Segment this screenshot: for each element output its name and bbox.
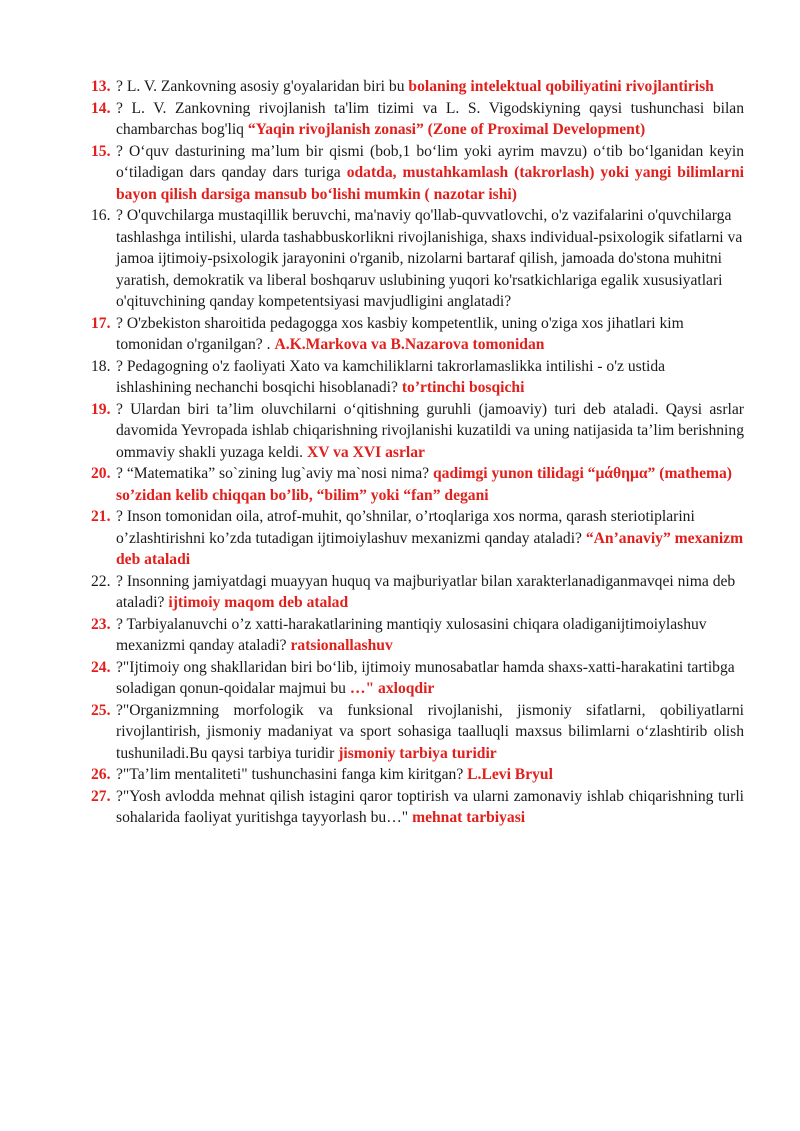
answer-text: jismoniy tarbiya turidir bbox=[338, 744, 497, 762]
question-number: 22. bbox=[91, 572, 111, 590]
question-number: 13. bbox=[91, 78, 111, 95]
question-text: ? Insonning jamiyatdagi muayyan huquq va majburiyatlar bilan xarakterlanadiganmavqei nima deb ataladi? bbox=[116, 572, 736, 611]
question-item-24 bbox=[91, 657, 744, 700]
question-text: ? Inson tomonidan oila, atrof-muhit, qo’shnilar, o’rtoqlariga xos norma, qarash steriotiplarini o’zlashtirishni ko’zda tutadigan ijtimoiylashuv mexanizmi qanday ataladi? bbox=[116, 508, 695, 547]
question-text: ? Ulardan biri ta’lim oluvchilarni o‘qitishning guruhli (jamoaviy) turi deb ataladi. Qaysi asrlar davomida Yevropada ishlab chiqarishning rivojlanishi kuzatildi va uning natijasida ta’lim berishning ommaviy shakli yuzaga keldi. bbox=[116, 400, 744, 461]
question-text: ? O'zbekiston sharoitida pedagogga xos kasbiy kompetentlik, uning o'ziga xos jihatlari kim tomonidan o'rganilgan? . bbox=[116, 314, 684, 353]
question-text: ? L. V. Zankovning rivojlanish ta'lim tizimi va L. S. Vigodskiyning qaysi tushunchasi bilan chambarchas bog'liq bbox=[116, 99, 744, 138]
answer-text: bolaning intelektual qobiliyatini rivojlantirish bbox=[408, 78, 714, 95]
question-item-18 bbox=[91, 356, 744, 399]
question-item-20 bbox=[91, 463, 744, 506]
question-item-19 bbox=[91, 399, 744, 464]
question-number: 21. bbox=[91, 508, 111, 525]
question-text: ? “Matematika” so`zining lug`aviy ma`nosi nima? bbox=[116, 465, 433, 482]
answer-text: …" axloqdir bbox=[349, 680, 435, 697]
answer-text: “An’anaviy” mexanizm deb ataladi bbox=[116, 529, 744, 568]
question-number: 19. bbox=[91, 400, 111, 418]
question-item-27 bbox=[91, 786, 744, 829]
answer-text: L.Levi Bryul bbox=[467, 766, 553, 783]
question-number: 18. bbox=[91, 357, 111, 375]
question-number: 16. bbox=[91, 207, 111, 224]
question-number: 25. bbox=[91, 701, 111, 719]
question-item-15 bbox=[91, 141, 744, 206]
question-number: 24. bbox=[91, 658, 111, 676]
question-text: ? Tarbiyalanuvchi o’z xatti-harakatlarining mantiqiy xulosasini chiqara oladiganijtimoiylashuv mexanizmi qanday ataladi? bbox=[116, 615, 707, 654]
answer-text: odatda, mustahkamlash (takrorlash) yoki yangi bilimlarni bayon qilish darsiga mansub bo‘lishi mumkin ( nazotar ishi) bbox=[116, 164, 744, 203]
answer-text: to’rtinchi bosqichi bbox=[401, 379, 525, 396]
answer-text: mehnat tarbiyasi bbox=[412, 809, 526, 826]
question-item-26 bbox=[91, 764, 744, 786]
question-number: 14. bbox=[91, 99, 111, 117]
question-item-16 bbox=[91, 205, 744, 313]
question-item-23 bbox=[91, 614, 744, 657]
question-item-17 bbox=[91, 313, 744, 356]
answer-text: XV va XVI asrlar bbox=[306, 443, 425, 461]
question-number: 27. bbox=[91, 787, 111, 805]
question-number: 17. bbox=[91, 314, 111, 332]
question-text: ?"Ijtimoiy ong shakllaridan biri bo‘lib, ijtimoiy munosabatlar hamda shaxs-xatti-harakatini tartibga soladigan qonun-qoidalar majmui bu bbox=[116, 658, 735, 697]
question-item-21 bbox=[91, 506, 744, 571]
question-number: 15. bbox=[91, 142, 111, 160]
question-text: ? L. V. Zankovning asosiy g'oyalaridan biri bu bbox=[116, 78, 409, 95]
question-text: ?"Organizmning morfologik va funksional rivojlanishi, jismoniy sifatlarni, qobiliyatlarni rivojlantirish, jismoniy madaniyat va sport sohasiga taalluqli maxsus bilimlarni o‘zlashtirib olish tushuniladi.Bu qaysi tarbiya turidir bbox=[116, 701, 744, 762]
answer-text: “Yaqin rivojlanish zonasi” (Zone of Proximal Development) bbox=[247, 121, 646, 138]
question-item-14 bbox=[91, 98, 744, 141]
question-text: ?"Yosh avlodda mehnat qilish istagini qaror toptirish va ularni zamonaviy ishlab chiqarishning turli sohalarida faoliyat yuritishga tayyorlash bu…" bbox=[116, 787, 744, 826]
question-number: 20. bbox=[91, 465, 111, 482]
question-text: ? Pedagogning o'z faoliyati Xato va kamchiliklarni takrorlamaslikka intilishi - o'z ustida ishlashining nechanchi bosqichi hisoblanadi? bbox=[116, 357, 666, 396]
question-number: 23. bbox=[91, 615, 111, 633]
question-text: ? O‘quv dasturining ma’lum bir qismi (bob,1 bo‘lim yoki ayrim mavzu) o‘tib bo‘lganidan keyin o‘tiladigan dars qanday dars turiga bbox=[116, 142, 744, 181]
answer-text: qadimgi yunon tilidagi “μάθημα” (mathema) so’zidan kelib chiqqan bo’lib, “bilim” yoki “fan” degani bbox=[116, 465, 732, 504]
answer-text: ijtimoiy maqom deb atalad bbox=[168, 594, 349, 611]
answer-text: A.K.Markova va B.Nazarova tomonidan bbox=[274, 336, 545, 353]
question-item-22 bbox=[91, 571, 744, 614]
answer-text: ratsionallashuv bbox=[290, 637, 393, 654]
question-text: ?"Ta’lim mentaliteti" tushunchasini fanga kim kiritgan? bbox=[116, 766, 468, 783]
question-item-13 bbox=[91, 76, 744, 98]
question-item-25 bbox=[91, 700, 744, 765]
question-number: 26. bbox=[91, 766, 111, 783]
question-text: ? O'quvchilarga mustaqillik beruvchi, ma'naviy qo'llab-quvvatlovchi, o'z vazifalarini o'quvchilarga tashlashga intilishi, ularda tashabbuskorlikni rivojlanishiga, shaxs individual-psixologik sifatlarni va jamoa ijtimoiy-psixologik jarayonini o'rganib, nizolarni bartaraf qilish, jamoada do'stona muhitni yaratish, demokratik va liberal boshqaruv uslubining yuqori ko'rsatkichlariga egalik xususiyatlari o'qituvchining qanday kompetentsiyasi mavjudligini anglatadi? bbox=[116, 207, 743, 310]
